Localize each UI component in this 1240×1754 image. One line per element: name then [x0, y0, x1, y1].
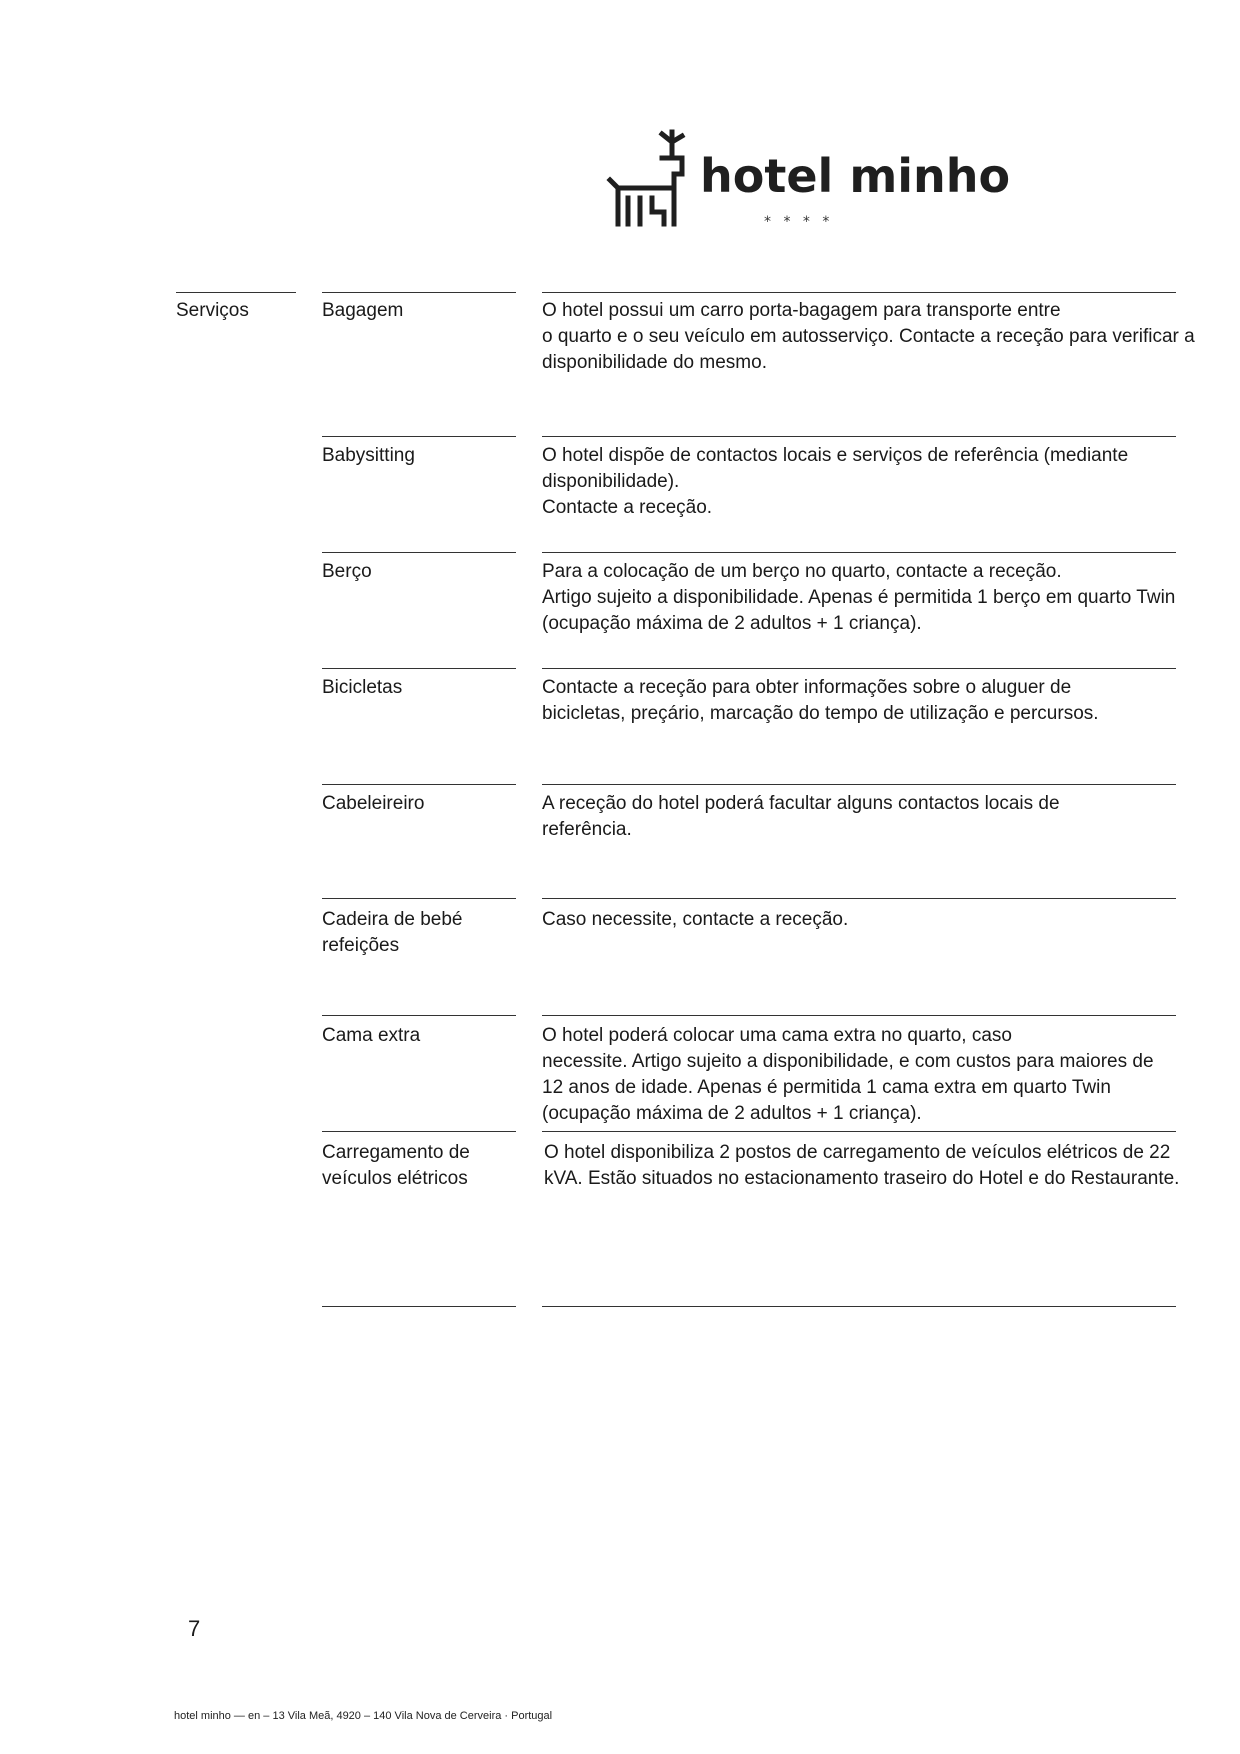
page-number: 7	[188, 1616, 201, 1641]
name-rule	[322, 898, 516, 899]
service-name: Cabeleireiro	[322, 793, 425, 814]
deer-logo-icon	[600, 128, 1011, 238]
name-rule	[322, 1131, 516, 1132]
service-description: O hotel dispõe de contactos locais e serviços de referência (mediante disponibilidade). Contacte a receção.	[542, 445, 1129, 518]
logo-wordmark: hotel minho	[700, 149, 1011, 203]
service-name: Babysitting	[322, 445, 415, 466]
service-description: O hotel disponibiliza 2 postos de carregamento de veículos elétricos de 22 kVA. Estão situados no estacionamento traseiro do Hotel e do Restaurante.	[544, 1142, 1180, 1189]
name-rule	[322, 784, 516, 785]
service-description: Contacte a receção para obter informações sobre o aluguer de bicicletas, preçário, marcação do tempo de utilização e percursos.	[542, 677, 1099, 724]
closing-description-rule	[542, 1306, 1176, 1307]
service-name: Berço	[322, 561, 372, 582]
description-rule	[542, 1131, 1176, 1132]
name-rule	[322, 1015, 516, 1016]
service-name: Bagagem	[322, 300, 404, 321]
section-rule	[176, 292, 296, 293]
service-description: A receção do hotel poderá facultar alguns contactos locais de referência.	[542, 793, 1060, 840]
description-rule	[542, 1015, 1176, 1016]
service-name: Cama extra	[322, 1025, 421, 1046]
service-name: Carregamento de veículos elétricos	[322, 1142, 470, 1189]
logo-stars: * * * *	[764, 214, 834, 230]
footer-address: hotel minho — en – 13 Vila Meã, 4920 – 140 Vila Nova de Cerveira · Portugal	[174, 1710, 553, 1722]
description-rule	[542, 436, 1176, 437]
hotel-logo	[600, 128, 1011, 238]
name-rule	[322, 668, 516, 669]
service-name: Cadeira de bebé refeições	[322, 909, 463, 956]
service-description: O hotel possui um carro porta-bagagem para transporte entre o quarto e o seu veículo em autosserviço. Contacte a receção para verificar a disponibilidade do mesmo.	[542, 300, 1195, 373]
closing-name-rule	[322, 1306, 516, 1307]
name-rule	[322, 436, 516, 437]
name-rule	[322, 552, 516, 553]
section-label: Serviços	[176, 300, 249, 321]
description-rule	[542, 292, 1176, 293]
service-name: Bicicletas	[322, 677, 403, 698]
service-description: Para a colocação de um berço no quarto, contacte a receção. Artigo sujeito a disponibilidade. Apenas é permitida 1 berço em quarto Twin (ocupação máxima de 2 adultos + 1 criança).	[542, 561, 1176, 634]
description-rule	[542, 784, 1176, 785]
description-rule	[542, 668, 1176, 669]
service-description: Caso necessite, contacte a receção.	[542, 909, 849, 930]
service-description: O hotel poderá colocar uma cama extra no quarto, caso necessite. Artigo sujeito a disponibilidade, e com custos para maiores de 12 anos de idade. Apenas é permitida 1 cama extra em quarto Twin (ocupação máxima de 2 adultos + 1 criança).	[542, 1025, 1154, 1124]
description-rule	[542, 898, 1176, 899]
name-rule	[322, 292, 516, 293]
description-rule	[542, 552, 1176, 553]
